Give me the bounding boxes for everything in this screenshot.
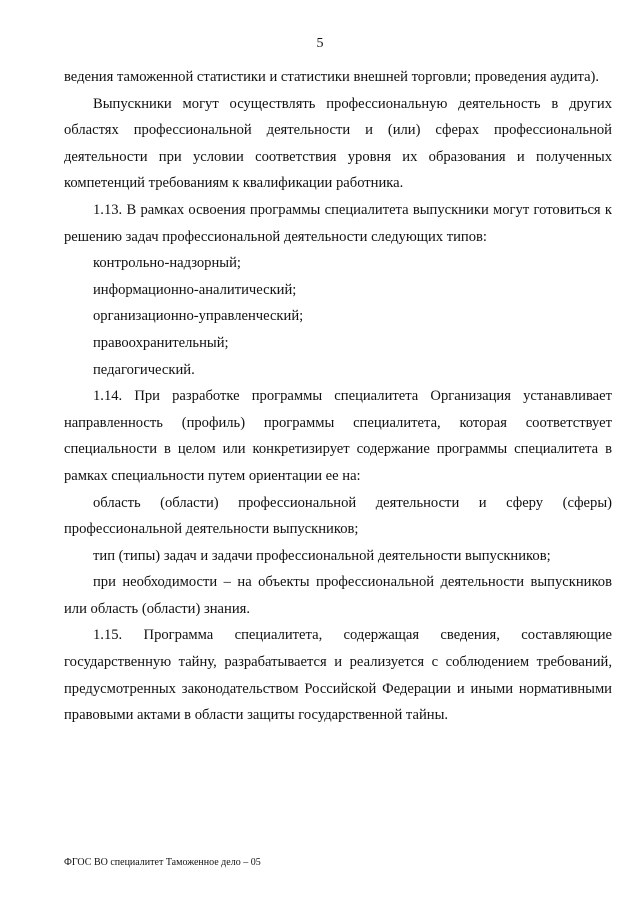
list-item-activity-type: организационно-управленческий; bbox=[93, 308, 304, 325]
paragraph-orientation-objects: при необходимости – на объекты профессиональной деятельности выпускников или область (области) знания. bbox=[64, 574, 612, 617]
list-item-activity-type: информационно-аналитический; bbox=[93, 281, 297, 298]
paragraph-1-14: 1.14. При разработке программы специалитета Организация устанавливает направленность (профиль) программы специалитета, которая соответствует специальности в целом или конкретизирует содержание программы специалитета в рамках специальности путем ориентации ее на: bbox=[64, 388, 612, 484]
page-number: 5 bbox=[316, 36, 324, 51]
paragraph-continuation: ведения таможенной статистики и статистики внешней торговли; проведения аудита). bbox=[64, 69, 600, 85]
list-item-activity-type: правоохранительный; bbox=[93, 334, 229, 351]
paragraph-1-13: 1.13. В рамках освоения программы специалитета выпускники могут готовиться к решению задач профессиональной деятельности следующих типов: bbox=[64, 201, 612, 245]
list-item-activity-type: контрольно-надзорный; bbox=[93, 255, 241, 272]
list-item-activity-type: педагогический. bbox=[93, 361, 195, 378]
paragraph-1-15: 1.15. Программа специалитета, содержащая сведения, составляющие государственную тайну, разрабатывается и реализуется с соблюдением требований, предусмотренных законодательством Российской Федерации и иными нормативными правовыми актами в области защиты государственной тайны. bbox=[64, 627, 612, 724]
paragraph-orientation-tasks: тип (типы) задач и задачи профессиональной деятельности выпускников; bbox=[93, 547, 551, 564]
paragraph-orientation-area: область (области) профессиональной деятельности и сферу (сферы) профессиональной деятельности выпускников; bbox=[64, 494, 612, 538]
document-footer: ФГОС ВО специалитет Таможенное дело – 05 bbox=[64, 857, 261, 868]
document-body bbox=[64, 64, 612, 729]
paragraph-graduates-other-areas: Выпускники могут осуществлять профессиональную деятельность в других областях профессиональной деятельности и (или) сферах профессиональной деятельности при условии соответствия уровня их образования и полученных компетенций требованиям к квалификации работника. bbox=[64, 95, 612, 192]
